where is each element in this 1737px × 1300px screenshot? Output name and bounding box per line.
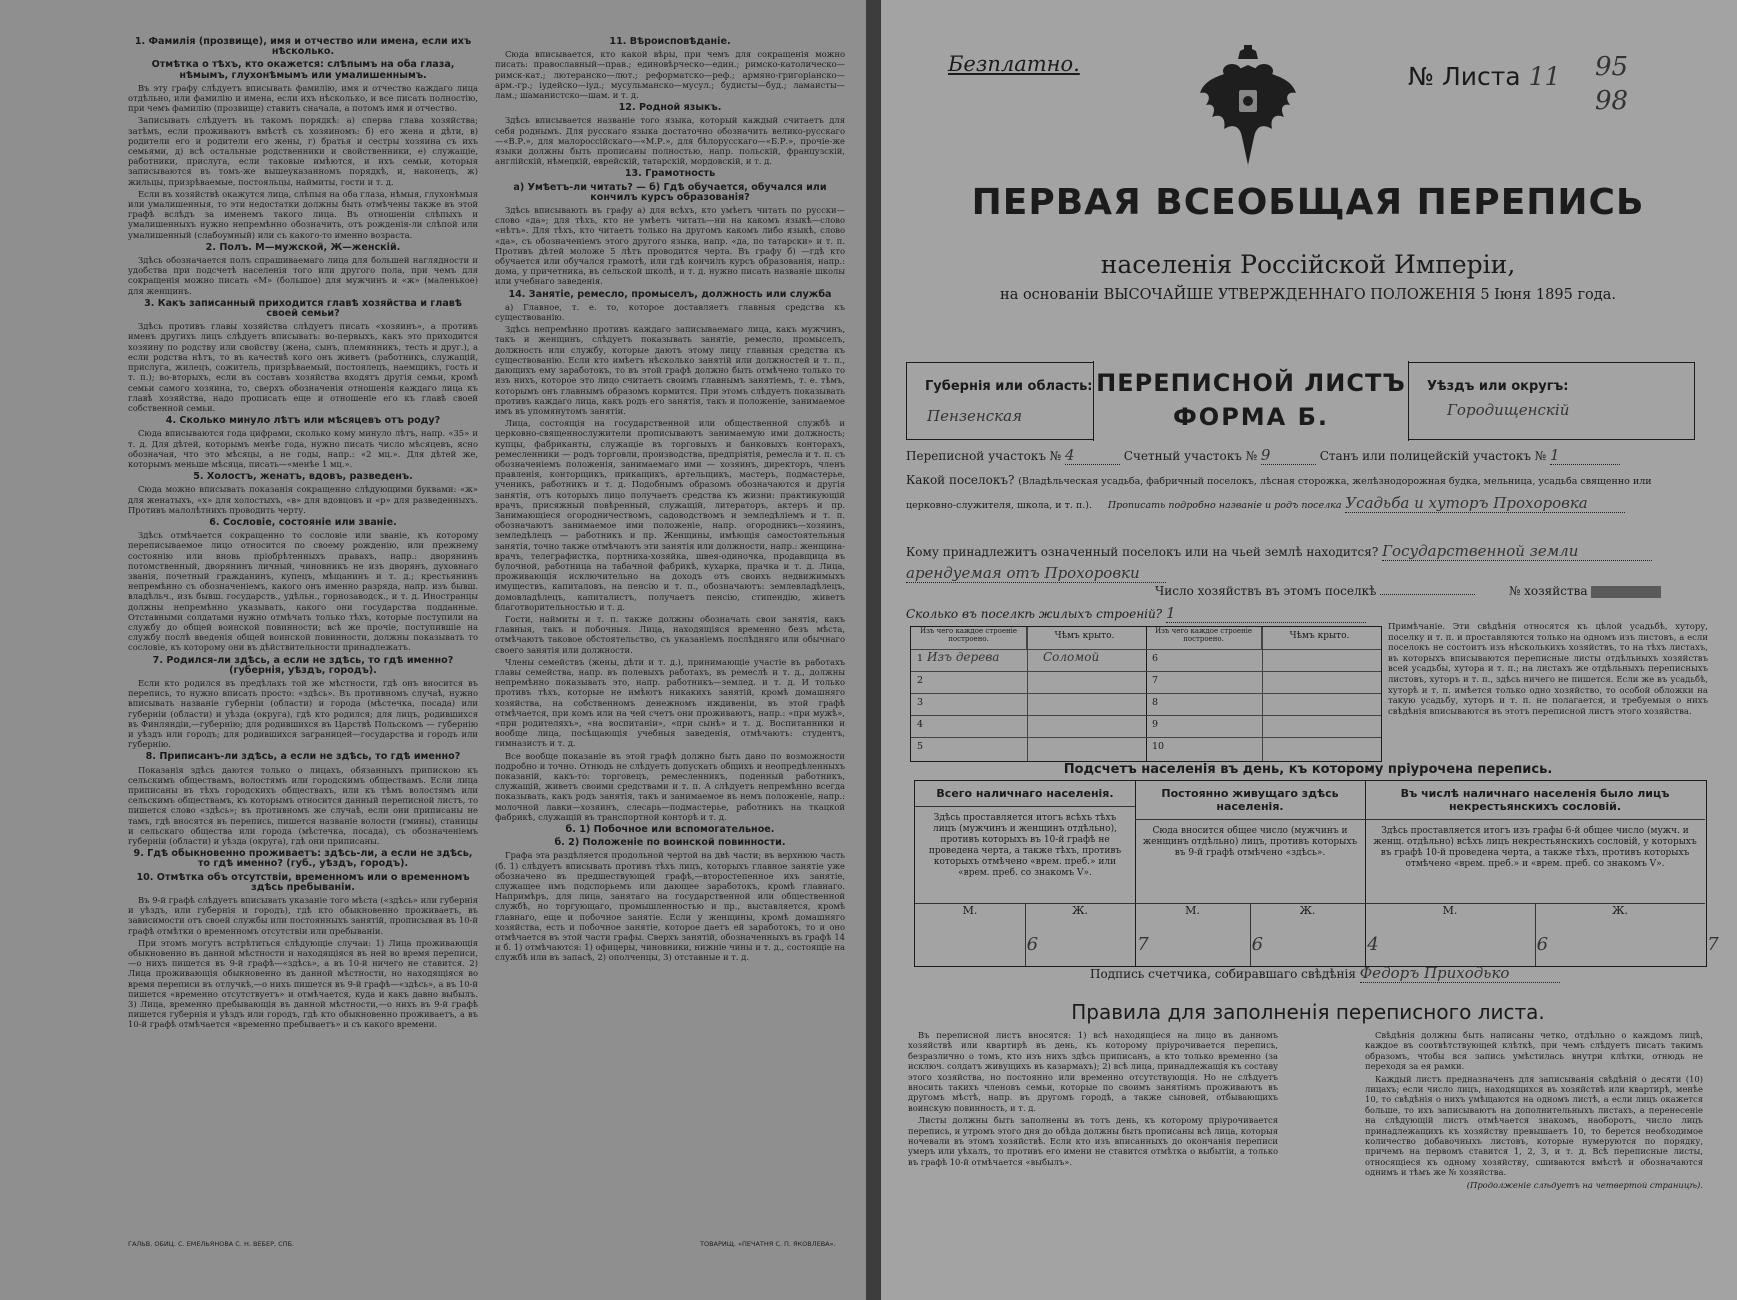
rules-right-column [1365,1030,1703,1190]
male-value: 6 [1026,934,1039,955]
count-col-permanent-desc: Сюда вносится общее число (мужчинъ и женщинъ отдѣльно) лицъ, противъ которыхъ въ 9-й графѣ отмѣчено «здѣсь». [1142,826,1358,858]
free-label: Безплатно. [948,52,1080,76]
uezd-value: Городищенскій [1447,401,1570,419]
male-label: М. [962,904,978,917]
sheet-number-label: № Листа [1408,62,1521,91]
table-row [911,649,1146,668]
owner-label: Кому принадлежитъ означенный поселокъ или на чьей землѣ находится? [906,545,1379,559]
table-row [911,693,1146,712]
table-row [911,671,1146,690]
instruction-paragraph: Если въ хозяйствѣ окажутся лица, слѣпыя на оба глаза, нѣмыя, глухонѣмыя или умалишенныя, то эти недостатки должны быть отмѣчены также въ этой графѣ вслѣдъ за именемъ такого лица. Въ отношеніи слѣпыхъ и умалишенныхъ нужно непремѣнно обозначить, отъ рожденія-ли слѣпой или умалишенный (слабоумный) или съ какого-то именно возраста. [128,188,478,240]
buildings-table-right [1146,627,1381,761]
roof-header: Чѣмъ крыто. [1054,631,1115,641]
corner-notes [1595,50,1628,118]
row-number: 7 [1152,675,1159,686]
instruction-paragraph: Здѣсь обозначается полъ спрашиваемаго лица для большей наглядности и удобства при подсчетѣ населенія того или другого пола, при чемъ для сокращенія можно писать «М» (большое) для мужчинъ и «ж» (маленькое) для женщинъ. [128,255,478,296]
rules-left-column [908,1030,1278,1169]
signature-label: Подпись счетчика, собиравшаго свѣдѣнія [1090,967,1356,981]
male-value: 6 [1536,934,1549,955]
row-number: 2 [917,675,924,686]
households-value [1380,594,1475,595]
male-label: М. [1442,904,1458,917]
sheet-number-value: 11 [1528,62,1561,91]
instruction-paragraph: Показанія здѣсь даются только о лицахъ, обязанныхъ припискою къ сельскимъ обществамъ, волостямъ или городскимъ обществамъ. Если лица приписаны въ тѣхъ городскихъ обществахъ, или къ тѣмъ волостямъ или сельскимъ обществамъ, къ которымъ относится данный переписной листъ, то пишется слово «здѣсь»; въ противномъ же случаѣ, если они приписаны не тамъ, гдѣ вносятся въ перепись, пишется названіе волости (гмины), станицы и сельскаго общества или города (мѣстечка, посада), съ обозначеніемъ губерніи (области) и уѣзда (округа), гдѣ они приписаны. [128,764,478,847]
instruction-paragraph: Здѣсь непремѣнно противъ каждаго записываемаго лица, какъ мужчинъ, такъ и женщинъ, слѣдуетъ показывать занятіе, ремесло, промыселъ, должность или службу, которые даютъ этому лицу главныя средства къ существованію. Если кто имѣетъ нѣсколько занятій или должностей и т. п., дающихъ ему заработокъ, то въ этой графѣ должно быть отмѣчено только то изъ нихъ, которое это лицо считаетъ своимъ главнымъ занятіемъ, т. е. тѣмъ, которымъ онъ главнымъ образомъ кормится. При этомъ слѣдуетъ показывать противъ каждаго лица, какъ родъ его занятія, такъ и положеніе, занимаемое имъ въ упомянутомъ занятіи. [495,324,845,416]
instruction-paragraph: Сюда вписывается, кто какой вѣры, при чемъ для сокращенія можно писать: православный—прав.; единовѣрческо—един.; римско-католическо—римск-кат.; лютеранско—лют.; реформатско—реф.; армяно-григоріанско—арм.-гр.; іудейско—іуд.; мусульманско—мусул.; будисты—буд.; ламаисты—лам.; шаманистско—шам. и т. д. [495,49,845,101]
row-number: 9 [1152,719,1159,730]
instruction-paragraph: Если кто родился въ предѣлахъ той же мѣстности, гдѣ онъ вносится въ перепись, то нужно вписать просто: «здѣсь». Въ противномъ случаѣ, нужно вписывать названіе губерніи (области) и города (мѣстечка, посада) или губерніи (области) и уѣзда (округа), гдѣ кто родился; для лицъ, родившихся въ Финляндіи,—губернію; для родившихся въ Царствѣ Польскомъ — губернію и уѣздъ или городъ; для родившихся заграницей—государства и городъ или губернію. [128,677,478,750]
form-header-box [906,362,1695,440]
female-cell [1535,904,1719,966]
owner-line [906,542,1652,561]
female-label: Ж. [1072,904,1088,917]
settlement-hint-3: Прописать подробно названіе и родъ поселка [1107,500,1342,511]
rules-paragraph: Каждый листъ предназначенъ для записыванія свѣдѣній о десяти (10) лицахъ; если число лицъ, находящихся въ хозяйствѣ или квартирѣ, менѣе 10, то свѣдѣнія о нихъ умѣщаются на одномъ листѣ, а если лицъ окажется больше, то ихъ записываютъ на дополнительныхъ листахъ, а перенесеніе на слѣдующій листъ отмѣчается знакомъ, наоборотъ, число лицъ принадлежащихъ къ хозяйству превышаетъ 10, то берется необходимое количество добавочныхъ листовъ, которые нумеруются по порядку, причемъ на первомъ ставится 1, 2, 3, и т. д. Всѣ переписные листы, относящіеся къ одному хозяйству, сшиваются вмѣстѣ и обозначаются однимъ и тѣмъ же № хозяйства. [1365,1073,1703,1178]
instruction-heading: 5. Холостъ, женатъ, вдовъ, разведенъ. [193,471,413,483]
instruction-paragraph: Здѣсь отмѣчается сокращенно то сословіе или званіе, къ которому переписываемое лицо относится по своему рожденію, или прежнему состоянію или вновь пріобрѣтенныхъ правахъ, напр.: дворянинъ потомственный, дворянинъ личный, чиновникъ не изъ дворянъ, духовнаго званія, почетный гражданинъ, купецъ, мѣщанинъ и т. д.; крестьянинъ непремѣнно съ обозначеніемъ, какого онъ именно разряда, напр. изъ бывш. владѣльч., изъ бывш. государств., удѣльн., горнозаводск., и т. д. Иностранцы должны непремѣнно указывать, какого они государства подданные. Отставными солдатами нужно отмѣчать только тѣхъ, которые поступили на службу до общей воинской повинности; всѣ же прочіе, поступившіе на службу послѣ введенія общей воинской повинности, должны показывать то сословіе, къ которому они въ дѣйствительности принадлежатъ. [128,530,478,653]
stan-value: 1 [1550,446,1620,465]
instruction-paragraph: Здѣсь вписывають въ графу а) для всѣхъ, кто умѣетъ читать по русски—слово «да»; для тѣхъ, кто не умѣетъ читать—ни на какомъ языкѣ—слово «нѣтъ». Для тѣхъ, кто читаетъ только на другомъ какомъ либо языкѣ, слово «да», съ обозначеніемъ этого другого языка, напр. «да, по татарски» и т. п. Противъ дѣтей моложе 5 лѣтъ проводится черта. Въ графу б) —гдѣ кто обучается или обучался грамотѣ, или гдѣ кончилъ курсъ образованія, напр.: дома, у причетника, въ сельской школѣ, и т. д. нужно писать названіе школы или учебнаго заведенія. [495,205,845,287]
count-title: Подсчетъ населенія въ день, къ которому пріурочена перепись. [1063,762,1553,777]
row-number: 1 [917,653,924,664]
count-col-total-values [915,903,1149,966]
instruction-paragraph: Въ эту графу слѣдуетъ вписывать фамилію, имя и отчество каждаго лица отдѣльно, или фамилію и имена, если ихъ нѣсколько, и все писать полностію, при чемъ фамилію (прозвище) ставить сначала, а потомъ имя и отчество. [128,82,478,114]
instruction-heading: 11. Вѣроисповѣданіе. [609,36,731,47]
gubernia-label: Губернія или область: [925,379,1093,394]
buildings-value: 1 [1166,604,1366,623]
uezd-label: Уѣздъ или округъ: [1427,379,1569,394]
instruction-paragraph: Сюда можно вписывать показанія сокращенно слѣдующими буквами: «ж» для женатыхъ, «х» для холостыхъ, «в» для вдовцовъ и «р» для разведенныхъ. Противъ малолѣтнихъ проводить черту. [128,484,478,515]
count-col-non-peasant-desc: Здѣсь проставляется итогъ изъ графы 6-й общее число (мужч. и женщ. отдѣльно) всѣхъ лицъ некрестьянскихъ сословій, у которыхъ въ графѣ 10-й проведена черта, а также тѣхъ, противъ которыхъ отмѣчено «врем. преб.» и «врем. преб. со знакомъ V». [1373,826,1697,869]
table-row [1146,671,1381,690]
settlement-hint: (Владѣльческая усадьба, фабричный поселокъ, лѣсная сторожка, желѣзнодорожная будка, мельница, усадьба священно или [1018,476,1652,487]
census-district-label: Переписной участокъ № [906,449,1062,463]
counting-district-label: Счетный участокъ № [1123,449,1258,463]
corner-note-2: 98 [1595,86,1629,116]
form-title-box [1093,361,1409,441]
instruction-heading: Отмѣтка о тѣхъ, кто окажется: слѣпымъ на оба глаза, нѣмымъ, глухонѣмымъ или умалишеннымъ. [151,59,455,81]
instruction-paragraph: При этомъ могутъ встрѣтиться слѣдующіе случаи: 1) Лица проживающія обыкновенно въ данной мѣстности и находящіяся въ ней во время переписи,—о нихъ пишется въ 9-й графѣ—«здѣсь», а въ 10-й ничего не ставится. 2) Лица проживающія обыкновенно въ данной мѣстности, но находящіяся во время переписи въ отлучкѣ,—о нихъ пишется въ 9-й графѣ—«здѣсь», а въ 10-й пишется «временно отсутствуетъ» и отмѣчается, куда и какъ давно выбылъ. 3) Лица, временно пребывающія въ данной мѣстности,—о нихъ въ 9-й графѣ пишется губернія и уѣздъ или городъ, гдѣ кто обыкновенно проживаетъ, а въ 10-й графѣ отмѣчается «временно пребываетъ» и съ какого времени. [128,937,478,1030]
male-cell [915,904,1039,966]
buildings-line [906,604,1366,623]
form-label: ФОРМА Б. [1172,403,1329,431]
instruction-paragraph: Записывать слѣдуетъ въ такомъ порядкѣ: а) сперва глава хозяйства; затѣмъ, если проживаютъ вмѣстѣ съ хозяиномъ: б) его жена и дѣти, в) родители его и родители его жены, г) братья и сестры хозяина съ ихъ семьями, д) всѣ остальные родственники и свойственники, е) служащіе, работники, прислуга, если таковые имѣются, и ихъ семьи, которыя записываются въ томъ-же вышеуказанномъ порядкѣ, и, наконецъ, ж) жильцы, призрѣваемые, постояльцы, наймиты, гости и т. д. [128,115,478,187]
count-col-non-peasant-header: Въ числѣ наличнаго населенія было лицъ некрестьянскихъ сословій. [1365,781,1705,820]
household-number-label: № хозяйства [1508,584,1588,598]
sheet-title: ПЕРЕПИСНОЙ ЛИСТЪ [1096,369,1406,397]
count-col-total-desc: Здѣсь проставляется итогъ всѣхъ тѣхъ лицъ (мужчинъ и женщинъ отдѣльно), противъ которыхъ въ 10-й графѣ не проведена черта, а также тѣхъ, противъ которыхъ отмѣчено «врем. преб.» или «врем. преб. со знакомъ V». [928,813,1122,878]
note-block: Примѣчаніе. Эти свѣдѣнія относятся къ цѣлой усадьбѣ, хутору, поселку и т. п. и проставляются только на одномъ изъ листовъ, а если поселокъ не состоитъ изъ нѣсколькихъ хозяйствъ, то на тѣхъ листахъ, въ которыхъ вписываются переписные листы отдѣльныхъ хозяйствъ всей усадьбы, хутора и т. п.; на листахъ же отдѣльныхъ переписныхъ листовъ, хуторъ и т. п., здѣсь ничего не пишется. Если же въ усадьбѣ, хуторѣ и т. п. имѣется только одно хозяйство, то особой обложки на такую усадьбу, хуторъ и т. п. не полагается, и требуемыя о нихъ свѣдѣнія вписываются въ этотъ переписной листъ этого хозяйства. [1388,622,1708,717]
settlement-hint-2: церковно-служителя, школа, и т. п.). [906,500,1092,511]
count-col-total-header: Всего наличнаго населенія. [915,781,1135,807]
instruction-paragraph: Гости, наймиты и т. п. также должны обозначать свои занятія, какъ главныя, такъ и побочныя. Лица, находящіяся временно безъ мѣста, отмѣчаютъ таковое обстоятельство, съ указаніемъ послѣдняго или обычнаго своего занятія или должности. [495,613,845,655]
instruction-heading: б. 2) Положеніе по воинской повинности. [554,837,786,849]
settlement-line [906,473,1652,487]
instruction-heading: 8. Приписанъ-ли здѣсь, а если не здѣсь, то гдѣ именно? [145,751,461,763]
female-value: 7 [1137,934,1149,955]
left-printer-footer: ГАЛЬВ. ОБИЦ. С. ЕМЕЛЬЯНОВА С. Н. ВЕБЕР, СПБ. [128,1240,295,1248]
imperial-eagle-icon [1198,45,1298,170]
instruction-heading: 7. Родился-ли здѣсь, а если не здѣсь, то гдѣ именно? (губернія, уѣздъ, городъ). [152,654,454,676]
instruction-heading: 12. Родной языкъ. [618,102,722,114]
male-cell [1135,904,1264,966]
instruction-paragraph: Сюда вписываются года цифрами, сколько кому минуло лѣтъ, напр. «35» и т. д. Для дѣтей, которымъ менѣе года, нужно писать число мѣсяцевъ, ясно обозначая, что это мѣсяцы, а не годы, напр.: «2 мц.». Для дѣтей же, которымъ меньше мѣсяца, писать—«менѣе 1 мц.». [128,428,478,469]
instruction-paragraph: Графа эта раздѣляется продольной чертой на двѣ части; въ верхнюю часть (б. 1) слѣдуетъ вписывать противъ тѣхъ лицъ, которыхъ главное занятіе уже обозначено въ предшествующей графѣ,—второстепенное ихъ занятіе, служащее имъ подспорьемъ или дающее заработокъ, кромѣ главнаго. Напримѣръ, для лица, занятаго на государственной или общественной службѣ, но торгующаго, промышленностью и пр., выставляется, кромѣ главнаго, еще и побочное занятіе. Если у женщины, кромѣ домашняго хозяйства, есть и побочное занятіе, которое даетъ ей заработокъ, то и оно отмѣчается въ этой части графы. Сверхъ занятій, обозначенныхъ въ графѣ 14 и б. 1) отмѣчаются: 1) офицеры, чиновники, нижніе чины и т. д., состоящіе на службѣ или въ запасѣ, 2) ополченцы, 3) отставные и т. д. [495,850,845,963]
owner-line-2 [906,564,1166,583]
table-row [1146,649,1381,668]
instruction-heading: б. 1) Побочное или вспомогательное. [565,824,775,836]
settlement-line-2 [906,494,1625,513]
buildings-label: Сколько въ поселкѣ жилыхъ строеній? [906,607,1163,621]
material-header: Изъ чего каждое строеніе построено. [911,627,1027,649]
table-row [1146,737,1381,756]
buildings-table [910,626,1382,762]
households-label: Число хозяйствъ въ этомъ поселкѣ [1155,584,1377,598]
female-label: Ж. [1612,904,1628,917]
rules-paragraph: Въ переписной листъ вносятся: 1) всѣ находящіеся на лицо въ данномъ хозяйствѣ или квартирѣ въ день, къ которому пріурочивается перепись, безразлично о томъ, кто изъ нихъ здѣсь приписанъ, а кто только временно (за исключ. солдатъ живущихъ въ казармахъ); 2) всѣ лица, принадлежащія къ составу этого хозяйства, но постоянно или временно отсутствующія. Но не слѣдуетъ вносить такихъ членовъ семьи, которые по своимъ занятіямъ проживаютъ въ другомъ мѣстѣ, напр. въ другомъ городѣ, а также сыновей, отбывающихъ воинскую повинность, и т. д. [908,1030,1278,1113]
instruction-paragraph: а) Главное, т. е. то, которое доставляетъ главныя средства къ существованію. [495,301,845,323]
instruction-paragraph: Лица, состоящія на государственной или общественной службѣ и церковно-священнослужители прописываютъ занимаемую ими должность; купцы, фабриканты, служащіе въ торговыхъ и банковыхъ конторахъ, ремесленники — родъ торговли, производства, предпріятія, ремесла и т. п. съ обозначеніемъ положенія, занимаемаго ими — хозяинъ, директоръ, членъ правленія, конторщикъ, прикащикъ, артельщикъ, мастеръ, подмастерье, ученикъ, работникъ и т. д. Подобнымъ образомъ обозначаются и другія занятія, отъ которыхъ лицо получаетъ средства къ жизни: практикующій врачъ, присяжный повѣренный, служащій, литераторъ, актеръ и пр. Занимающіеся огородничествомъ, садоводствомъ и земледѣліемъ и т. п. обозначаютъ занимаемое ими положеніе, напр. огородникъ—хозяинъ, земледѣлецъ — работникъ и пр. Женщины, имѣющія самостоятельныя занятія, точно также отмѣчаютъ эти занятія или должности, напр.: женщина-врачъ, телеграфистка, портниха-хозяйка, швея-одиночка, продавщица въ булочной, работница на табачной фабрикѣ, кухарка, прачка и т. д. Лица, проживающія исключительно на доходъ отъ своихъ недвижимыхъ имуществъ, капиталовъ, на пенсію и т. п., обозначаютъ: землевладѣлецъ, домовладѣлецъ, капиталистъ, получаетъ пенсію, стипендію, живетъ благотворительностью и т. д. [495,418,845,612]
census-district-value: 4 [1065,446,1120,465]
households-line [1155,584,1661,598]
main-title: ПЕРВАЯ ВСЕОБЩАЯ ПЕРЕПИСЬ [971,182,1645,223]
instruction-heading: 9. Гдѣ обыкновенно проживаетъ: здѣсь-ли, а если не здѣсь, то гдѣ именно? (губ., уѣздъ, городъ). [133,848,473,870]
buildings-table-left [911,627,1147,761]
gubernia-value: Пензенская [927,407,1023,425]
rules-title: Правила для заполненія переписного листа. [1071,1000,1545,1024]
count-col-permanent [1135,781,1379,966]
instruction-heading: 1. Фамилія (прозвище), имя и отчество или имена, если ихъ нѣсколько. [134,36,472,58]
instruction-heading: 4. Сколько минуло лѣтъ или мѣсяцевъ отъ роду? [165,415,441,427]
female-label: Ж. [1299,904,1316,917]
counting-district-value: 9 [1261,446,1316,465]
mid-printer-footer: ТОВАРИЩ. «ПЕЧАТНЯ С. П. ЯКОВЛЕВА». [700,1240,836,1248]
male-cell [1365,904,1549,966]
table-row [911,715,1146,734]
instruction-heading: 2. Полъ. М—мужской, Ж—женскій. [205,241,401,253]
instructions-column-1 [128,34,478,1032]
row-number: 8 [1152,697,1159,708]
instruction-paragraph: Здѣсь вписывается названіе того языка, который каждый считаетъ для себя роднымъ. Для русскаго языка достаточно обозначить велико-русскаго—«В.Р.», для малороссійскаго—«М.Р.», для бѣлорусскаго—«Б.Р.», прочіе-же языки должны быть прописаны полностью, напр. польскій, французскій, англійскій, нѣмецкій, еврейскій, татарскій, мордовскій, и т. д. [495,115,845,167]
instruction-heading: 14. Занятіе, ремесло, промыселъ, должность или служба [508,288,832,300]
count-col-permanent-values [1135,903,1379,966]
instruction-paragraph: Въ 9-й графѣ слѣдуетъ вписывать указаніе того мѣста («здѣсь» или губернія и уѣздъ, или губернія и городъ), гдѣ кто обыкновенно проживаетъ, въ зависимости отъ своей службы или постоянныхъ занятій, прописывая въ 10-й графѣ отмѣтки о временномъ отсутствіи или пребываніи. [128,895,478,936]
owner-value: Государственной земли [1382,542,1652,561]
subtitle-1: населенія Россійской Имперіи, [1100,250,1516,279]
instruction-heading: 6. Сословіе, состояніе или званіе. [209,516,397,528]
count-col-total [915,781,1149,966]
instruction-heading: 10. Отмѣтка объ отсутствіи, временномъ или о временномъ здѣсь пребываніи. [136,871,470,893]
row-number: 10 [1152,741,1165,752]
row-number: 6 [1152,653,1159,664]
instruction-heading: а) Умѣетъ-ли читать? — б) Гдѣ обучается, обучался или кончилъ курсъ образованія? [513,181,827,203]
row-number: 5 [917,741,924,752]
signature-line [1090,964,1560,983]
sheet-number [1408,62,1560,91]
rules-paragraph: Свѣдѣнія должны быть написаны четко, отдѣльно о каждомъ лицѣ, каждое въ соотвѣтствующей клѣткѣ, при чемъ слѣдуетъ писать такимъ образомъ, чтобы вся запись умѣстилась внутри клѣтки, отнюдь не переходя за ея рамки. [1365,1030,1703,1072]
instruction-paragraph: Члены семействъ (жены, дѣти и т. д.), принимающіе участіе въ работахъ главы семейства, напр. въ полевыхъ работахъ, въ ремеслѣ и т. д., должны непремѣнно показывать это, напр. работникъ—землед. и т. д. И только противъ тѣхъ, которые не имѣютъ никакихъ занятій, кромѣ домашняго хозяйства, на собственномъ денежномъ иждивеніи, въ этой графѣ отмѣчается, при комъ или на чей счетъ они проживаютъ, напр.: «при мужѣ», «при родителяхъ», «на воспитаніи», «при сынѣ» и т. д. Воспитанники и вообще лица, посѣщающія учебныя заведенія, отмѣчаютъ: студентъ, гимназистъ и т. д. [495,656,845,749]
table-row [911,737,1146,756]
instruction-paragraph: Все вообще показаніе въ этой графѣ должно быть дано по возможности подробно и точно. Отнюдь не слѣдуетъ допускать общихъ и неопредѣленныхъ показаній, какъ-то: торговецъ, ремесленникъ, поденный работникъ, служащій, живетъ своими средствами и т. п. А слѣдуетъ непремѣнно всегда показывать, какъ родъ занятія, такъ и занимаемое въ немъ положеніе, напр.: молочной лавки—хозяинъ, слесарь—подмастерье, работникъ на ткацкой фабрикѣ, служащій въ транспортной конторѣ и т. д. [495,750,845,822]
corner-note-1: 95 [1595,52,1629,82]
table-row [1146,693,1381,712]
female-value: 7 [1707,934,1719,955]
settlement-value: Усадьба и хуторъ Прохоровка [1345,494,1625,513]
row-number: 3 [917,697,924,708]
male-label: М. [1185,904,1200,917]
settlement-label: Какой поселокъ? [906,473,1015,487]
male-value: 6 [1251,934,1264,955]
rules-paragraph: Листы должны быть заполнены въ тотъ день, къ которому пріурочивается перепись, и утромъ этого дня до обѣда должны быть прописаны всѣ лица, которыя ночевали въ этомъ хозяйствѣ. Если кто изъ вписанныхъ до окончанія переписи умеръ или уѣхалъ, то противъ его имени не ставится отмѣтка о выбытіи, а только въ графѣ 10-й отмѣчается «выбылъ». [908,1115,1278,1167]
stan-label: Станъ или полицейскій участокъ № [1319,449,1547,463]
female-value: 4 [1367,934,1379,955]
count-col-permanent-header: Постоянно живущаго здѣсь населенія. [1135,781,1365,820]
table-row [1146,715,1381,734]
subtitle-2: на основаніи ВЫСОЧАЙШЕ УТВЕРЖДЕННАГО ПОЛОЖЕНІЯ 5 Іюня 1895 года. [1000,287,1616,303]
count-col-non-peasant [1365,781,1719,966]
column-divider [1027,627,1028,761]
instruction-heading: 3. Какъ записанный приходится главѣ хозяйства и главѣ своей семьи? [144,297,462,320]
instruction-paragraph: Здѣсь противъ главы хозяйства слѣдуетъ писать «хозяинъ», а противъ именъ другихъ лицъ слѣдуетъ вписывать: во-первыхъ, какъ это приходится хозяину по родству или свойству (жена, сынъ, племянникъ, тесть и друг.), а если родства нѣтъ, то въ качествѣ кого онъ живетъ (работникъ, служащій, прислуга, жилецъ, сожитель, призрѣваемый, постоялецъ, наемщикъ, гость и т. п.); во-вторыхъ, если въ составъ хозяйства входятъ другія семьи, кромѣ семьи самого хозяина, то, сверхъ обозначенія отношенія каждаго лица къ главѣ хозяйства, надо прописать еще и отношеніе его къ главѣ своей собственной семьи. [128,321,478,413]
row-material: Изъ дерева [927,650,1000,664]
population-count-table [914,780,1719,967]
material-header-2: Изъ чего каждое строеніе построено. [1146,627,1262,649]
instructions-column-2 [495,34,845,965]
owner-value-2: арендуемая отъ Прохоровки [906,564,1166,583]
row-number: 4 [917,719,924,730]
rules-continued-note: (Продолженіе слѣдуетъ на четвертой страницѣ). [1466,1179,1703,1190]
female-cell [1025,904,1149,966]
count-col-non-peasant-values [1365,903,1719,966]
row-roof: Соломой [1043,650,1100,664]
column-divider [1262,627,1263,761]
signature-value: Федоръ Приходько [1360,964,1560,983]
female-cell [1250,904,1379,966]
instruction-heading: 13. Грамотность [624,168,716,180]
roof-header-2: Чѣмъ крыто. [1289,631,1350,641]
household-number-value [1591,586,1661,598]
district-line [906,446,1620,465]
